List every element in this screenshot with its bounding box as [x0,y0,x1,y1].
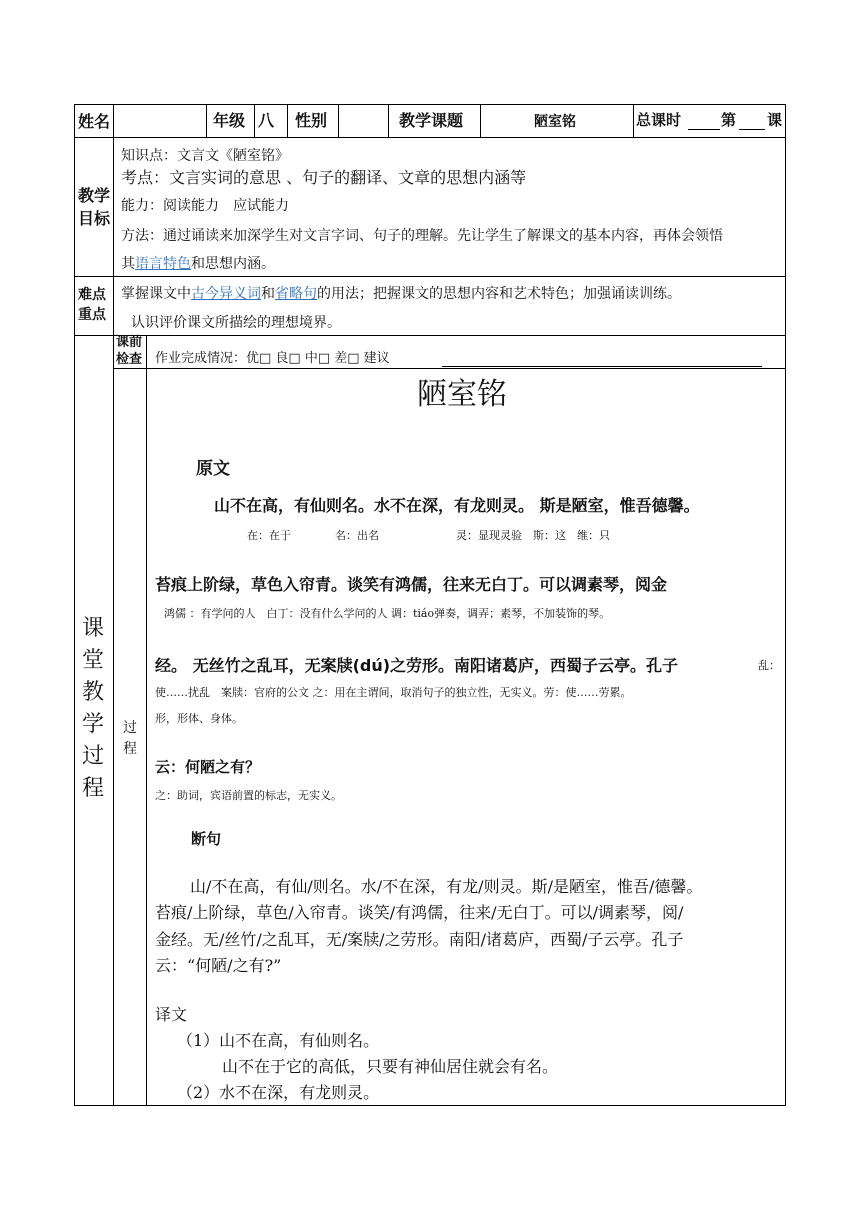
class-label-char: 程 [82,776,105,801]
language-feature-link[interactable]: 语言特色 [135,256,191,272]
punctuation-line-2: 苔痕/上阶绿，草色/入帘青。谈笑/有鸿儒，往来/无白丁。可以/调素琴，阅/ [155,903,684,922]
original-line-3-note: 乱： [758,659,780,672]
precheck-label-1: 课前 [116,335,143,350]
col-line [206,104,207,138]
difficulty-line1-post: 的用法；把握课文的思想内容和艺术特色；加强诵读训练。 [317,286,681,302]
goals-method-line2 [121,257,275,271]
difficulty-line1 [121,287,681,301]
translation-heading: 译文 [155,1005,188,1024]
original-note-2: 鸿儒 ：有学问的人 白丁：没有什么学问的人 调：tiáo弹奏，调弄；素琴，不加装饰的琴。 [164,607,611,620]
grade-label: 年级 [213,111,246,130]
grade-value: 八 [258,111,275,130]
col-line [254,104,255,138]
translation-1: （1）山不在高，有仙则名。 [177,1031,380,1050]
row-line [113,368,786,369]
elliptical-sentence-link[interactable]: 省略句 [275,286,317,302]
homework-status: 作业完成情况：优□ 良□ 中□ 差□ 建议 [155,351,390,366]
gender-label: 性别 [295,111,328,130]
goals-method-post: 和思想内涵。 [191,256,275,272]
row-line [74,335,786,336]
table-border-right [785,104,786,1106]
goals-method-line1: 方法：通过诵读来加深学生对文言字词、句子的理解。先让学生了解课文的基本内容，再体会领悟 [121,228,723,244]
punctuation-heading: 断句 [191,830,222,848]
difficulty-line1-pre: 掌握课文中 [121,286,191,302]
difficulty-line2: 认识评价课文所描绘的理想境界。 [131,315,341,331]
row-line [74,276,786,277]
col-line [287,104,288,138]
goals-label-1: 教学 [78,186,111,205]
translation-2: （2）水不在深，有龙则灵。 [177,1083,380,1102]
punctuation-line-4: 云：“何陋/之有?” [155,956,282,975]
col-line [146,335,147,1106]
process-label-2: 程 [123,741,137,757]
total-blank-1 [688,129,720,130]
topic-label: 教学课题 [399,111,464,130]
goals-method-pre: 其 [121,256,135,272]
punctuation-line-3: 金经。无/丝竹/之乱耳，无/案牍/之劳形。南阳/诸葛庐，西蜀/子云亭。孔子 [155,930,684,949]
original-note-3a: 使……扰乱 案牍：官府的公文 之：用在主谓间，取消句子的独立性，无实义。劳：使……劳累。 [155,686,632,699]
goals-knowledge: 知识点：文言文《陋室铭》 [121,148,289,164]
difficulty-label-1: 难点 [78,287,106,303]
punctuation-line-1: 山/不在高，有仙/则名。水/不在深，有龙/则灵。斯/是陋室，惟吾/德馨。 [190,877,703,896]
topic-value: 陋室铭 [534,114,576,130]
total-label-2: 第 [721,111,737,129]
precheck-label-2: 检查 [116,352,143,367]
row-line [74,137,786,138]
class-label-char: 课 [82,616,105,641]
original-line-2: 苔痕上阶绿，草色入帘青。谈笑有鸿儒，往来无白丁。可以调素琴，阅金 [155,575,668,594]
class-label-char: 过 [82,744,105,769]
original-note-1: 在：在于 名：出名 灵：显现灵验 斯：这 维：只 [247,529,610,542]
translation-1-answer: 山不在于它的高低，只要有神仙居住就会有名。 [222,1057,559,1076]
suggestion-blank [442,366,762,367]
original-heading: 原文 [196,459,230,479]
class-label-char: 堂 [82,648,105,673]
class-label-char: 教 [82,680,105,705]
original-line-4: 云：何陋之有？ [155,758,261,776]
original-note-3b: 形，形体、身体。 [155,712,243,725]
goals-label-2: 目标 [78,209,111,228]
original-line-1: 山不在高，有仙则名。水不在深，有龙则灵。 斯是陋室，惟吾德馨。 [214,496,700,515]
goals-exam: 考点：文言实词的意思 、句子的翻译、文章的思想内涵等 [121,168,527,187]
name-label: 姓名 [78,112,111,131]
total-label-3: 课 [767,111,783,129]
total-label-1: 总课时 [636,111,682,129]
original-note-4: 之：助词，宾语前置的标志，无实义。 [155,789,342,802]
lesson-title: 陋室铭 [417,377,507,412]
table-border-bottom [74,1105,786,1106]
process-label-1: 过 [123,720,137,736]
col-line [113,137,114,1106]
difficulty-label-2: 重点 [78,307,106,323]
col-line [113,104,114,138]
table-border-top [74,104,786,105]
col-line [338,104,339,138]
ancient-modern-words-link[interactable]: 古今异义词 [191,286,261,302]
original-line-3: 经。 无丝竹之乱耳，无案牍(dú)之劳形。南阳诸葛庐，西蜀子云亭。孔子 [155,656,679,675]
col-line [388,104,389,138]
class-label-char: 学 [82,712,105,737]
difficulty-line1-mid: 和 [261,286,275,302]
table-border-left [74,104,75,1106]
goals-ability: 能力：阅读能力 应试能力 [121,198,289,214]
col-line [633,104,634,138]
total-blank-2 [739,129,765,130]
col-line [480,104,481,138]
